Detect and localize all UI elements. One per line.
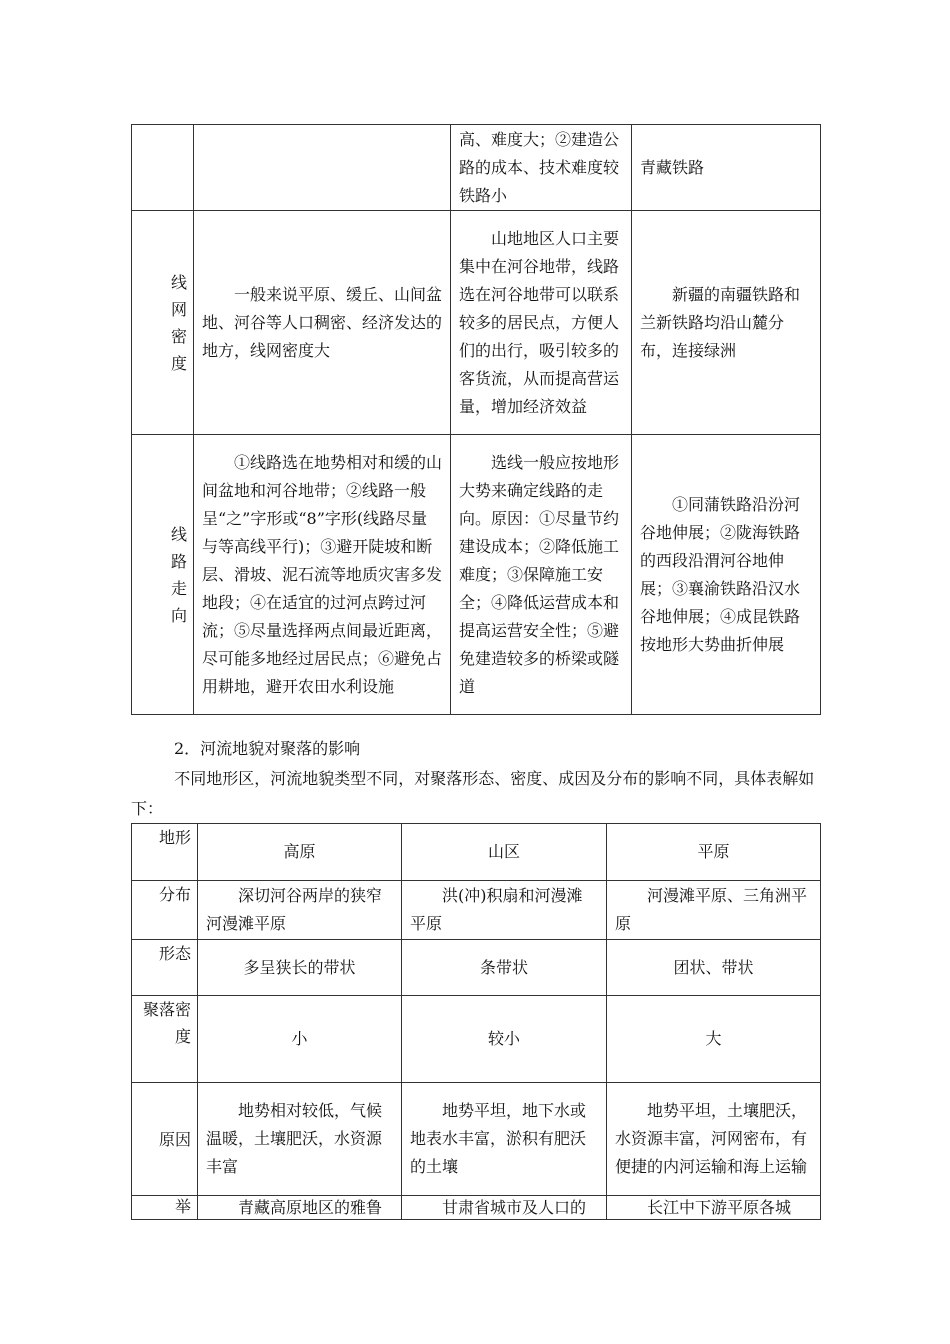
plateau-cell: 多呈狭长的带状 xyxy=(198,940,402,996)
row-label: 形态 xyxy=(132,940,198,996)
row-label-route-direction: 线 路 走 向 xyxy=(132,435,194,715)
plain-cell: 团状、带状 xyxy=(607,940,821,996)
row-label: 举 xyxy=(132,1196,198,1220)
plateau-cell: 小 xyxy=(198,996,402,1083)
header-label-terrain: 地形 xyxy=(132,824,198,881)
section-intro: 不同地形区，河流地貌类型不同，对聚落形态、密度、成因及分布的影响不同，具体表解如下： xyxy=(131,769,815,818)
settlement-table xyxy=(131,823,821,1220)
table-row xyxy=(132,996,821,1083)
header-mountain: 山区 xyxy=(402,824,607,881)
plain-cell xyxy=(194,125,451,211)
table-row xyxy=(132,1083,821,1196)
table-row xyxy=(132,940,821,996)
plain-cell: ①线路选在地势相对和缓的山间盆地和河谷地带；②线路一般呈“之”字形或“8”字形(线路尽量与等高线平行)；③避开陡坡和断层、滑坡、泥石流等地质灾害多发地段；④在适宜的过河点跨过河流；⑤尽量选择两点间最近距离，尽可能多地经过居民点；⑥避免占用耕地，避开农田水利设施 xyxy=(194,435,451,715)
mountain-cell: 洪(冲)积扇和河漫滩平原 xyxy=(402,881,607,940)
mountain-cell: 选线一般应按地形大势来确定线路的走向。原因：①尽量节约建设成本；②降低施工难度；③保障施工安全；④降低运营成本和提高运营安全性；⑤避免建造较多的桥梁或隧道 xyxy=(451,435,632,715)
row-label: 分布 xyxy=(132,881,198,940)
plateau-cell: 深切河谷两岸的狭窄河漫滩平原 xyxy=(198,881,402,940)
railway-factors-table xyxy=(131,124,821,715)
header-plain: 平原 xyxy=(607,824,821,881)
table-row xyxy=(132,1196,821,1220)
row-label: 原因 xyxy=(132,1083,198,1196)
example-cell: ①同蒲铁路沿汾河谷地伸展；②陇海铁路的西段沿渭河谷地伸展；③襄渝铁路沿汉水谷地伸展；④成昆铁路按地形大势曲折伸展 xyxy=(632,435,821,715)
mountain-cell: 较小 xyxy=(402,996,607,1083)
plain-cell: 一般来说平原、缓丘、山间盆地、河谷等人口稠密、经济发达的地方，线网密度大 xyxy=(194,211,451,435)
header-plateau: 高原 xyxy=(198,824,402,881)
mountain-cell: 甘肃省城市及人口的 xyxy=(402,1196,607,1220)
mountain-cell: 山地地区人口主要集中在河谷地带，线路选在河谷地带可以联系较多的居民点，方便人们的出行，吸引较多的客货流，从而提高营运量，增加经济效益 xyxy=(451,211,632,435)
row-label: 聚落密度 xyxy=(132,996,198,1083)
table-row xyxy=(132,211,821,435)
row-label-network-density: 线 网 密 度 xyxy=(132,211,194,435)
plain-cell: 地势平坦，土壤肥沃，水资源丰富，河网密布，有便捷的内河运输和海上运输 xyxy=(607,1083,821,1196)
plain-cell: 河漫滩平原、三角洲平原 xyxy=(607,881,821,940)
plateau-cell: 地势相对较低，气候温暖，土壤肥沃，水资源丰富 xyxy=(198,1083,402,1196)
row-label xyxy=(132,125,194,211)
mountain-cell: 地势平坦，地下水或地表水丰富，淤积有肥沃的土壤 xyxy=(402,1083,607,1196)
example-cell: 青藏铁路 xyxy=(632,125,821,211)
table-row xyxy=(132,125,821,211)
plateau-cell: 青藏高原地区的雅鲁 xyxy=(198,1196,402,1220)
table-row xyxy=(132,881,821,940)
plain-cell: 大 xyxy=(607,996,821,1083)
table-header-row xyxy=(132,824,821,881)
section-heading: 2．河流地貌对聚落的影响 xyxy=(174,739,361,758)
plain-cell: 长江中下游平原各城 xyxy=(607,1196,821,1220)
mountain-cell: 条带状 xyxy=(402,940,607,996)
table-row xyxy=(132,435,821,715)
mountain-cell: 高、难度大；②建造公路的成本、技术难度较铁路小 xyxy=(451,125,632,211)
example-cell: 新疆的南疆铁路和兰新铁路均沿山麓分布，连接绿洲 xyxy=(632,211,821,435)
